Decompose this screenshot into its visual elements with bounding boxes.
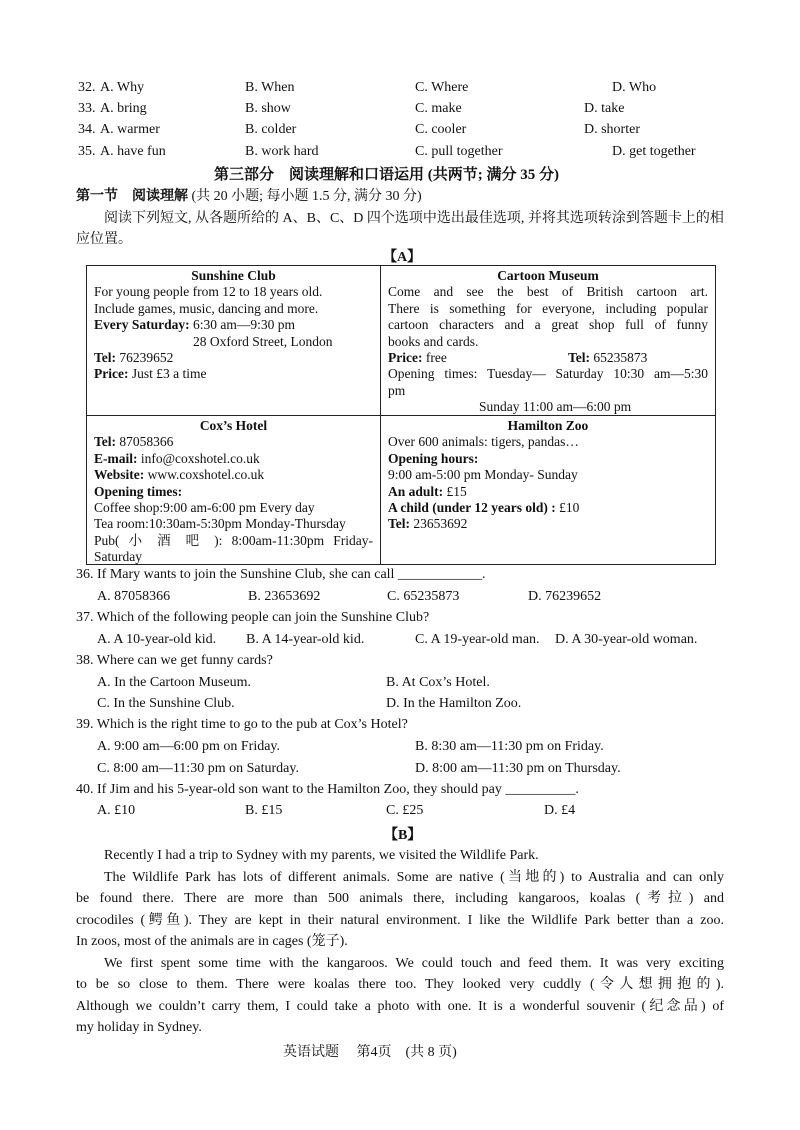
option-d: D. 8:00 am—11:30 pm on Thursday. [415,761,621,776]
cell-line: Opening times: Tuesday— Saturday 10:30 am—5:30 [388,366,708,382]
passage-a-label: 【A】 [383,250,422,265]
coxs-hotel-cell [87,416,380,568]
question-37-stem: 37. Which of the following people can join the Sunshine Club? [76,610,430,625]
cell-line: Sunday 11:00 am—6:00 pm [479,399,632,415]
cell-title: Sunshine Club [191,268,276,283]
tel-label: Tel: [568,350,591,366]
option-c: C. Where [415,80,469,95]
cell-line [94,434,373,450]
cell-line: Over 600 animals: tigers, pandas… [388,434,579,450]
option-a: A. Why [100,80,145,95]
passage-b-label: 【B】 [384,828,422,843]
paragraph-2-line: In zoos, most of the animals are in cages (笼子). [76,934,348,949]
price-label: Price: [388,350,423,366]
cell-line: For young people from 12 to 18 years old. [94,284,323,300]
option-a: A. 87058366 [97,589,171,604]
tel-value: 76239652 [116,350,174,366]
option-a: A. A 10-year-old kid. [97,632,217,647]
option-c: C. 8:00 am—11:30 pm on Saturday. [97,761,299,776]
option-b: B. A 14-year-old kid. [246,632,365,647]
section-note: (共 20 小题; 每小题 1.5 分, 满分 30 分) [188,189,422,204]
question-40-options [97,803,737,823]
cell-line [388,500,708,516]
option-d: D. A 30-year-old woman. [555,632,698,647]
adult-value: £15 [443,483,467,499]
question-38-options-row-1 [97,675,737,695]
option-c: C. cooler [415,122,467,137]
email-label: E-mail: [94,450,138,466]
cell-line: Coffee shop:9:00 am-6:00 pm Every day [94,500,315,516]
paragraph-1-line: Recently I had a trip to Sydney with my parents, we visited the Wildlife Park. [104,848,539,863]
cell-line: cartoon characters and a great shop full of funny [388,317,708,333]
hamilton-zoo-cell [381,416,715,535]
question-number: 35. [78,144,96,159]
question-37-options [97,632,737,652]
question-number: 32. [78,80,96,95]
adult-label: An adult: [388,483,444,499]
instructions-line-2: 应位置。 [76,232,132,247]
option-c: C. A 19-year-old man. [415,632,540,647]
instructions-line-1: 阅读下列短文, 从各题所给的 A、B、C、D 四个选项中选出最佳选项, 并将其选项转涂到答题卡上的相 [104,211,724,226]
question-38-options-row-2 [97,696,737,716]
cell-title: Cartoon Museum [497,268,599,283]
option-d: D. Who [612,80,657,95]
question-36-stem: 36. If Mary wants to join the Sunshine Club, she can call ____________. [76,567,486,582]
option-row-35 [78,144,718,164]
price-value: free [422,350,447,366]
option-a: A. have fun [100,144,166,159]
option-c: C. make [415,101,462,116]
option-b: B. work hard [245,144,319,159]
option-a: A. £10 [97,803,136,818]
child-label: A child (under 12 years old) : [388,500,556,516]
cell-line: books and cards. [388,333,479,349]
schedule-value: 6:30 am—9:30 pm [189,317,295,333]
option-c: C. 65235873 [387,589,460,604]
tel-value: 65235873 [590,350,648,366]
child-value: £10 [555,500,580,516]
option-d: D. £4 [544,803,576,818]
part-title: 第三部分 阅读理解和口语运用 (共两节; 满分 35 分) [214,167,559,183]
info-table [86,265,716,565]
cell-line [94,467,373,483]
option-c: C. £25 [386,803,424,818]
cell-title: Cox’s Hotel [199,418,268,433]
question-39-stem: 39. Which is the right time to go to the pub at Cox’s Hotel? [76,717,408,732]
cell-line: pm [388,382,406,398]
option-a: A. In the Cartoon Museum. [97,675,251,690]
cell-line: There is something for everyone, including popular [388,300,708,316]
tel-value: 23653692 [410,516,468,532]
option-row-32 [78,80,718,100]
tel-label: Tel: [94,434,117,450]
cell-line: Opening times: [94,483,183,499]
question-40-stem: 40. If Jim and his 5-year-old son want to the Hamilton Zoo, they should pay __________. [76,782,579,797]
option-a: A. warmer [100,122,160,137]
cell-line: Pub( 小 酒 吧 ): 8:00am-11:30pm Friday- [94,532,373,548]
cell-line [94,317,373,333]
option-d: D. shorter [584,122,640,137]
cell-line [94,350,373,366]
paragraph-2-line: be found there. There are more than 500 animals there, including kangaroos, koalas (考拉) and [76,891,724,906]
sunshine-club-cell [87,266,380,385]
page-footer: 英语试题 第4页 (共 8 页) [283,1045,457,1060]
cell-line [94,451,373,467]
option-row-34 [78,122,718,142]
cell-line: Opening hours: [388,450,479,466]
passage-b-text [76,845,724,1039]
option-c: C. pull together [415,144,503,159]
option-c: C. In the Sunshine Club. [97,696,235,711]
option-d: D. take [584,101,625,116]
paragraph-3-line: Although we couldn’t carry them, I could take a photo with one. It is a wonderful souvenir (纪念品) of [76,998,724,1014]
question-36-options [97,589,737,609]
question-39-options-row-1 [97,739,737,759]
cell-line: 9:00 am-5:00 pm Monday- Sunday [388,467,578,483]
option-b: B. 23653692 [248,589,321,604]
cell-line [94,366,373,382]
option-d: D. 76239652 [528,589,602,604]
price-label: Price: [94,366,129,382]
option-b: B. When [245,80,295,95]
option-b: B. At Cox’s Hotel. [386,675,490,690]
question-number: 33. [78,101,96,116]
option-d: D. In the Hamilton Zoo. [386,696,522,711]
cell-line: Saturday [94,549,142,565]
option-b: B. 8:30 am—11:30 pm on Friday. [415,739,604,754]
paragraph-3-line: We first spent some time with the kangaroos. We could touch and feed them. It was very exciting [104,955,724,971]
option-row-33 [78,101,718,121]
paragraph-2-line: The Wildlife Park has lots of different animals. Some are native (当地的) to Australia and can only [104,869,724,885]
schedule-label: Every Saturday: [94,317,190,333]
cartoon-museum-cell [381,266,715,418]
cell-line [388,516,708,532]
question-number: 34. [78,122,96,137]
cell-line: Include games, music, dancing and more. [94,300,319,316]
option-b: B. colder [245,122,297,137]
section-heading [76,185,422,205]
tel-value: 87058366 [116,434,174,450]
email-value: info@coxshotel.co.uk [137,450,260,466]
option-a: A. 9:00 am—6:00 pm on Friday. [97,739,281,754]
website-value: www.coxshotel.co.uk [144,467,265,483]
website-label: Website: [94,467,145,483]
tel-label: Tel: [388,516,411,532]
option-b: B. £15 [245,803,283,818]
price-value: Just £3 a time [128,366,207,382]
option-d: D. get together [612,144,696,159]
paragraph-2-line: crocodiles (鳄鱼). They are kept in their natural environment. I like the Wildlife Park better than a zoo. [76,912,724,928]
option-a: A. bring [100,101,147,116]
section-label: 第一节 阅读理解 [76,189,188,204]
cell-title: Hamilton Zoo [507,418,589,433]
paragraph-3-line: to be so close to them. There were koalas there too. They looked very cuddly (令人想拥抱的). [76,977,724,992]
cell-line: Come and see the best of British cartoon art. [388,284,708,300]
question-38-stem: 38. Where can we get funny cards? [76,653,273,668]
question-39-options-row-2 [97,761,737,781]
cell-line [388,350,708,366]
cell-line: 28 Oxford Street, London [193,333,333,349]
cell-line: Tea room:10:30am-5:30pm Monday-Thursday [94,516,346,532]
paragraph-3-line: my holiday in Sydney. [76,1020,202,1035]
tel-label: Tel: [94,350,117,366]
cell-line [388,484,708,500]
option-b: B. show [245,101,291,116]
